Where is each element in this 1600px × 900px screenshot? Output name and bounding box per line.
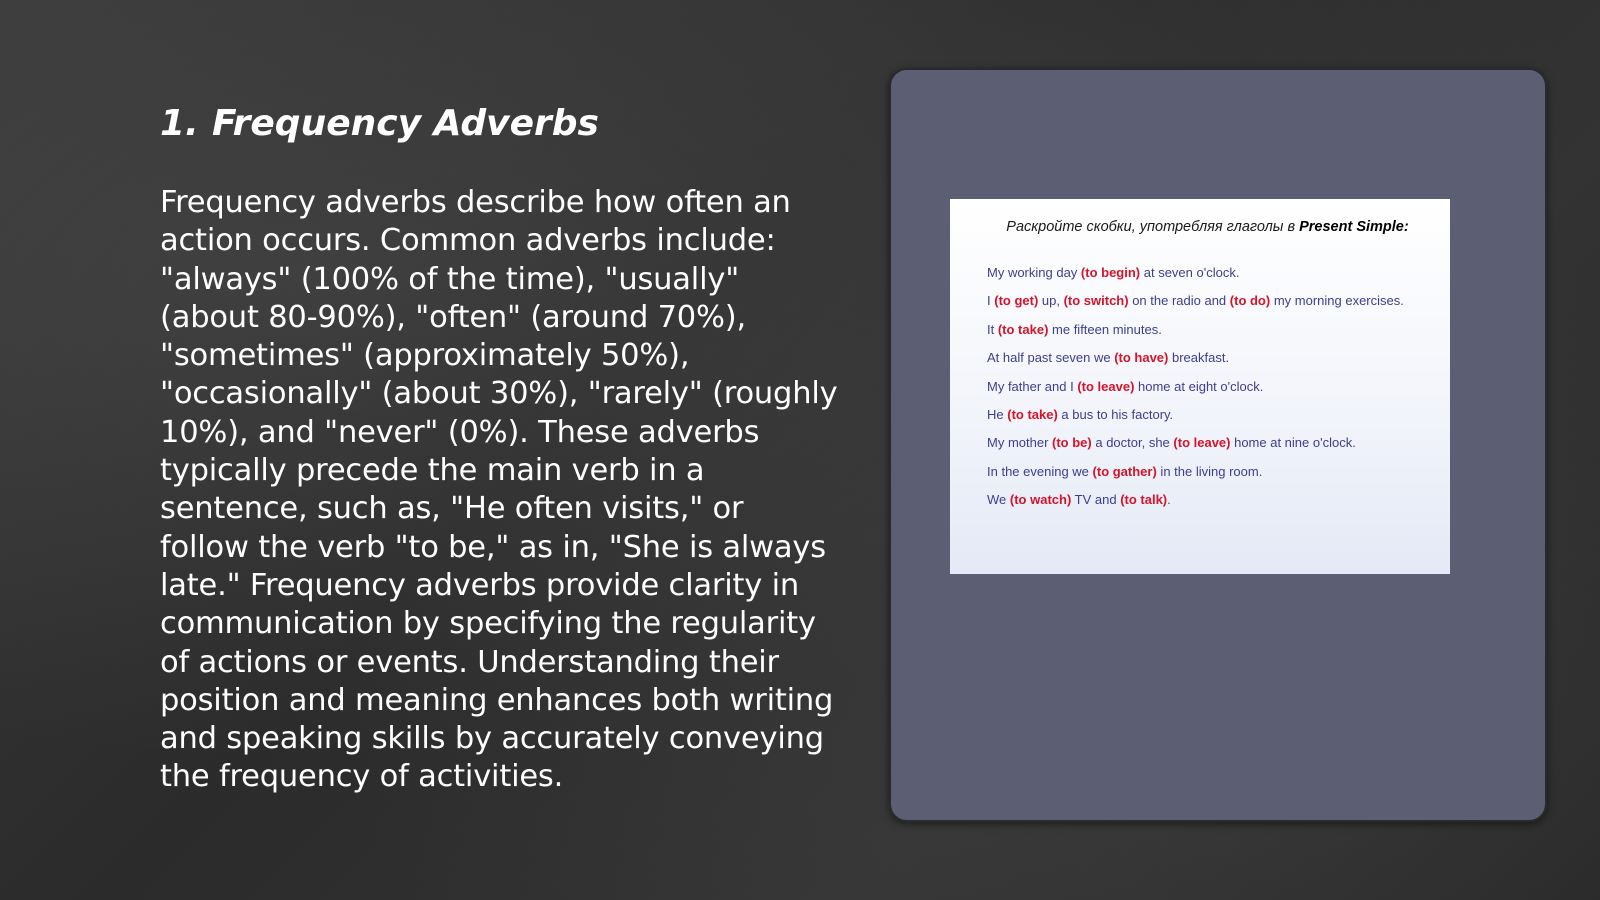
exercise-text: He <box>987 407 1008 423</box>
exercise-text: My mother <box>987 435 1053 451</box>
exercise-text: . <box>1167 492 1171 508</box>
verb-prompt: (to take) <box>997 321 1049 337</box>
title-text: Frequency Adverbs <box>212 103 599 144</box>
exercise-line <box>987 486 1434 514</box>
exercise-text: my morning exercises. <box>1270 293 1404 309</box>
exercise-line <box>987 344 1434 372</box>
exercise-text: at seven o'clock. <box>1140 265 1240 280</box>
exercise-line <box>987 373 1434 401</box>
verb-prompt: (to be) <box>1052 435 1092 451</box>
worksheet-image <box>950 199 1450 574</box>
verb-prompt: (to leave) <box>1173 435 1231 451</box>
exercise-text: I <box>987 293 995 309</box>
title-number: 1. <box>160 103 199 144</box>
exercise-text: me fifteen minutes. <box>1048 321 1162 337</box>
exercise-line <box>987 259 1434 287</box>
verb-prompt: (to get) <box>994 293 1039 309</box>
instruction-text: Раскройте скобки, употребляя глаголы в <box>1006 219 1300 235</box>
verb-prompt: (to take) <box>1007 407 1058 423</box>
exercise-text: in the living room. <box>1156 463 1263 479</box>
verb-prompt: (to begin) <box>1080 265 1141 280</box>
exercise-text: TV and <box>1071 492 1121 508</box>
exercise-list <box>987 259 1434 515</box>
exercise-text: home at nine o'clock. <box>1230 435 1356 451</box>
exercise-text: home at eight o'clock. <box>1134 378 1264 394</box>
verb-prompt: (to gather) <box>1092 463 1157 479</box>
body-paragraph: Frequency adverbs describe how often an action occurs. Common adverbs include: "always" (100% of the time), "usually" (about 80-90%), "often" (around 70%), "sometimes" (approximately 50%), "occasionally" (about 30%), "rarely" (roughly 10%), and "never" (0%). These adverbs typically precede the main verb in a sentence, such as, "He often visits," or follow the verb "to be," as in, "She is always late." Frequency adverbs provide clarity in communication by specifying the regularity of actions or events. Understanding their position and meaning enhances both writing and speaking skills by accurately conveying the frequency of activities. <box>160 185 838 795</box>
exercise-text: on the radio and <box>1128 293 1230 309</box>
exercise-text: My working day <box>987 265 1081 280</box>
verb-prompt: (to talk) <box>1120 492 1168 508</box>
exercise-text: It <box>987 321 998 337</box>
exercise-text: breakfast. <box>1168 350 1230 366</box>
exercise-text: At half past seven we <box>987 350 1115 366</box>
exercise-text: We <box>987 492 1010 508</box>
verb-prompt: (to do) <box>1229 293 1271 309</box>
verb-prompt: (to watch) <box>1009 492 1072 508</box>
verb-prompt: (to leave) <box>1077 378 1135 394</box>
exercise-text: a doctor, she <box>1091 435 1174 451</box>
worksheet-instruction <box>981 219 1434 235</box>
exercise-text: up, <box>1038 293 1064 309</box>
exercise-line <box>987 429 1434 457</box>
exercise-text: a bus to his factory. <box>1057 407 1174 423</box>
slide-title <box>160 102 599 145</box>
exercise-line <box>987 458 1434 486</box>
verb-prompt: (to have) <box>1114 350 1169 366</box>
instruction-bold: Present Simple: <box>1299 219 1409 235</box>
verb-prompt: (to switch) <box>1063 293 1129 309</box>
exercise-line <box>987 401 1434 429</box>
exercise-line <box>987 287 1434 315</box>
exercise-text: My father and I <box>987 378 1078 394</box>
exercise-line <box>987 316 1434 344</box>
exercise-text: In the evening we <box>987 463 1093 479</box>
